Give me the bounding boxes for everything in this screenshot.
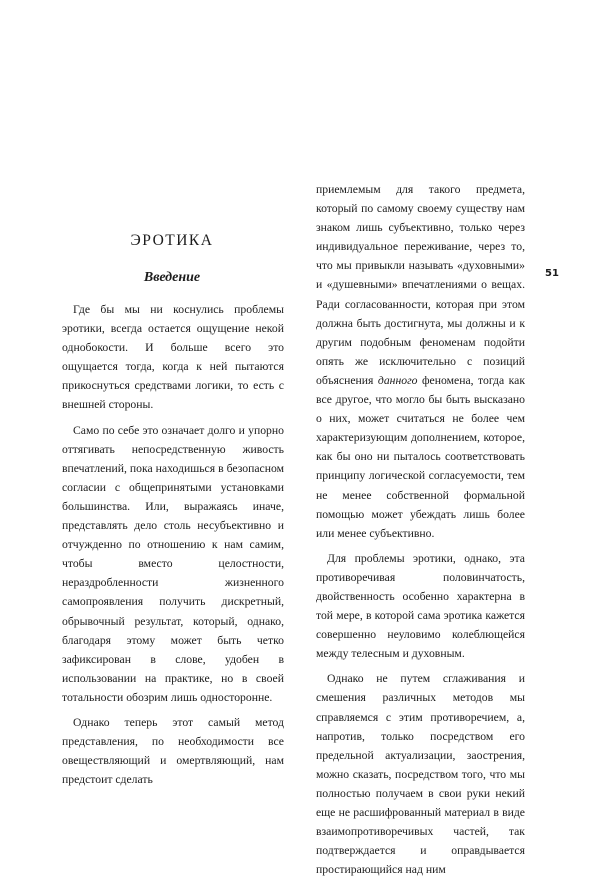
paragraph: Для проблемы эротики, однако, эта противоречивая половинчатость, двойственность особенно характерна в той мере, в которой сама эротика кажется совершенно неуловимо колеблющейся между телесным и духовным. — [316, 551, 525, 661]
paragraph: Само по себе это означает долго и упорно оттягивать непосредственную живость впечатлений, пока находишься в безопасном согласии с общепринятыми установками большинства. Или, выражаясь иначе, представлять дело столь несубъективно и отчужденно по отношению к нам самим, чтобы вместо целостности, нераздробленности жизненного самопроявления получить дискретный, обрывочный результат, который, однако, благодаря этому может быть четко зафиксирован в слове, удобен в использовании на практике, но в своей тотальности обозрим лишь односторонне. — [62, 423, 284, 704]
paragraph — [316, 180, 525, 543]
paragraph-text: феномена, тогда как все другое, что могло бы быть высказано о них, может считаться не более чем характеризующим дополнением, которое, как бы оно ни пыталось соответствовать принципу логической согласуемости, тем не менее собственной формальной помощью может убеждать лишь более или менее субъективно. — [316, 373, 525, 540]
page-number: 51 — [545, 268, 559, 279]
paragraph: Однако теперь этот самый метод представления, по необходимости все овеществляющий и омертвляющий, нам предстоит сделать — [62, 715, 284, 787]
right-text-column — [316, 180, 525, 885]
section-title: Введение — [143, 270, 201, 285]
chapter-title: ЭРОТИКА — [130, 232, 214, 249]
paragraph: Однако не путем сглаживания и смешения различных методов мы справляемся с этим противоречием, а, напротив, только посредством его предельной актуализации, заострения, можно сказать, посредством того, что мы полностью получаем в свои руки некий еще не расшифрованный материал в виде взаимопротиворечивых частей, так подтверждается и оправдывается простирающийся над ним — [316, 672, 525, 877]
paragraph: Где бы мы ни коснулись проблемы эротики, всегда остается ощущение некой однобокости. И больше всего это ощущается тогда, когда к ней пытаются прикоснуться средствами логики, то есть с внешней стороны. — [62, 303, 284, 412]
left-text-column — [62, 300, 284, 795]
emphasized-word: данного — [377, 373, 418, 387]
paragraph-text: приемлемым для такого предмета, который по самому своему существу нам знаком лишь субъективно, только через индивидуальное переживание, через то, что мы привыкли называть «духовными» и «душевными» впечатлениями о вещах. Ради согласованности, которая при этом должна быть достигнута, мы должны и к другим подобным феноменам подойти опять же исключительно с позиций объяснения — [316, 183, 525, 387]
